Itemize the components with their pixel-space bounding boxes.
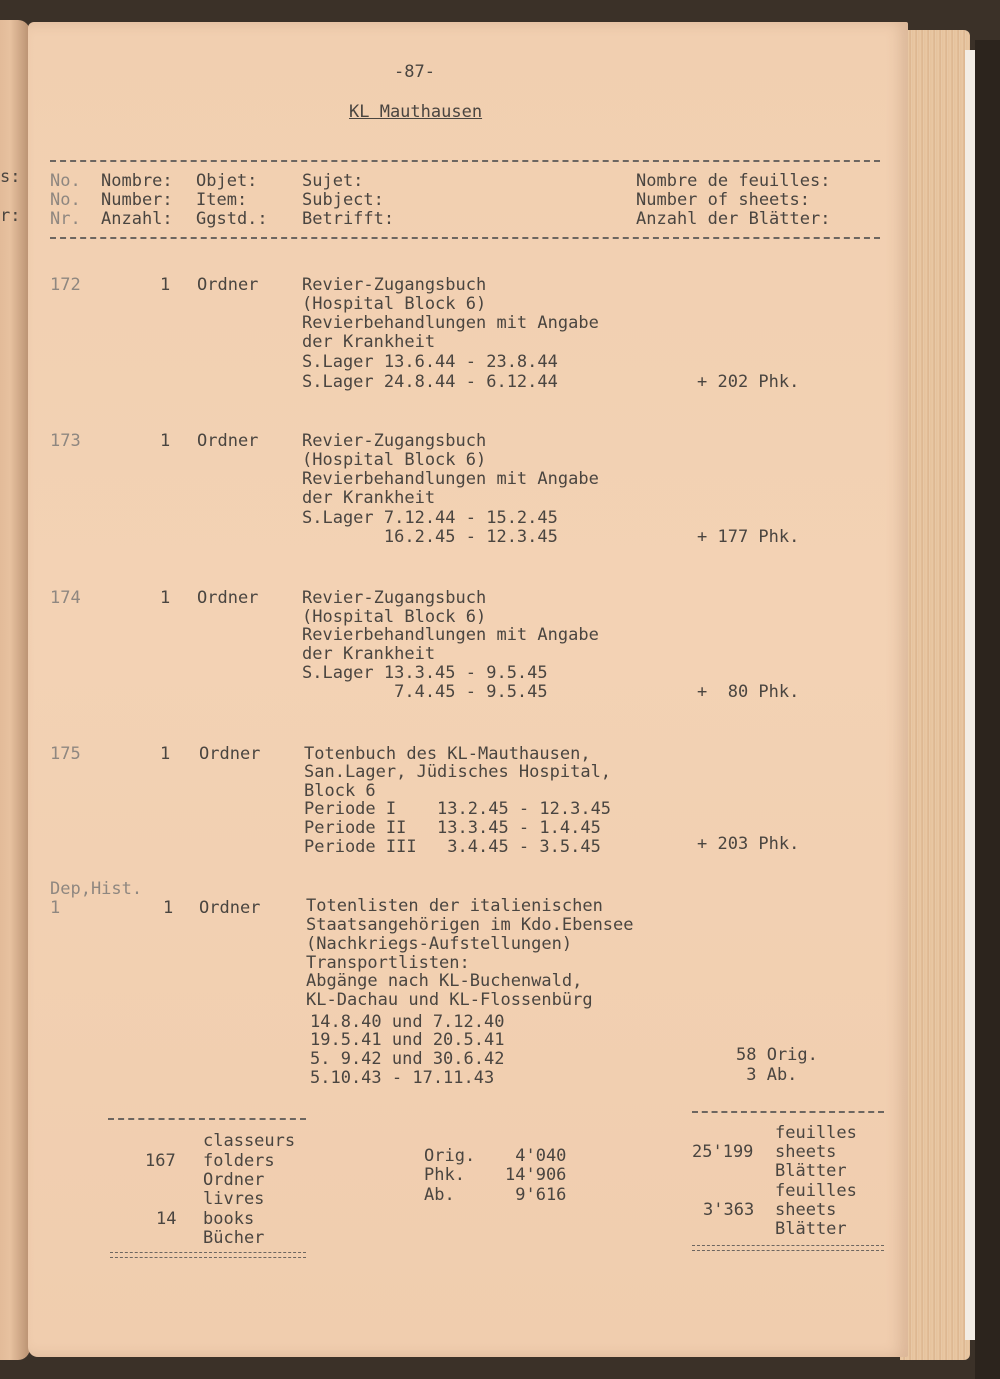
header-sheets-de: Anzahl der Blätter: [636, 209, 831, 229]
entry-subject-line: Periode II 13.3.45 - 1.4.45 [304, 818, 601, 838]
entry-item: Ordner [197, 588, 259, 608]
header-rule-top [50, 160, 880, 162]
totals-rule-right [692, 1111, 884, 1113]
entry-subject-line: Staatsangehörigen im Kdo.Ebensee [306, 915, 634, 935]
header-item-fr: Objet: [196, 171, 258, 191]
entry-number: 174 [50, 588, 81, 608]
entry-subject-line: Periode III 3.4.45 - 3.5.45 [304, 837, 601, 857]
breakdown-value: 9'616 [505, 1185, 567, 1205]
header-no-fr: No. [50, 171, 81, 191]
stacked-page-edges [900, 30, 970, 1360]
entry-sheets: 3 Ab. [736, 1065, 798, 1085]
entry-subject-line: Block 6 [304, 781, 376, 801]
entry-sheets: + 80 Phk. [697, 682, 800, 702]
entry-subject-line: der Krankheit [302, 332, 436, 352]
header-count-de: Anzahl: [101, 209, 173, 229]
entry-subject-line: 19.5.41 und 20.5.41 [310, 1030, 505, 1050]
totals-double-rule-right [692, 1245, 884, 1251]
entry-subject-line: S.Lager 7.12.44 - 15.2.45 [302, 508, 558, 528]
entry-subject-line: Revierbehandlungen mit Angabe [302, 469, 599, 489]
entry-subject-line: Abgänge nach KL-Buchenwald, [306, 971, 583, 991]
header-sheets-fr: Nombre de feuilles: [636, 171, 831, 191]
entry-subject-line: KL-Dachau und KL-Flossenbürg [306, 990, 593, 1010]
entry-subject-line: Revier-Zugangsbuch [302, 431, 487, 451]
book-label: Bücher [203, 1228, 265, 1248]
entry-subject-line: 7.4.45 - 9.5.45 [302, 682, 548, 702]
entry-subject-line: Revier-Zugangsbuch [302, 275, 487, 295]
book-fore-edge [965, 50, 975, 1340]
entry-subject-line: 14.8.40 und 7.12.40 [310, 1012, 505, 1032]
entry-subject-line: (Nachkriegs-Aufstellungen) [306, 934, 573, 954]
entry-subject-line: Revierbehandlungen mit Angabe [302, 625, 599, 645]
breakdown-label: Phk. [424, 1165, 465, 1185]
header-sheets-en: Number of sheets: [636, 190, 810, 210]
entry-item: Ordner [199, 898, 261, 918]
entry-count: 1 [163, 898, 174, 918]
entry-subject-line: Periode I 13.2.45 - 12.3.45 [304, 799, 612, 819]
entry-subject-line: Revierbehandlungen mit Angabe [302, 313, 599, 333]
header-no-de: Nr. [50, 209, 81, 229]
entry-number: 1 [50, 898, 61, 918]
sheet-label: sheets [775, 1142, 837, 1162]
header-item-de: Ggstd.: [196, 209, 268, 229]
sheet-label: Blätter [775, 1219, 847, 1239]
header-no-en: No. [50, 190, 81, 210]
folder-label: folders [203, 1151, 275, 1171]
entry-number-prefix: Dep,Hist. [50, 879, 143, 899]
sheet-label: feuilles [775, 1123, 857, 1143]
book-count: 14 [156, 1209, 177, 1229]
entry-number: 173 [50, 431, 81, 451]
header-count-fr: Nombre: [101, 171, 173, 191]
margin-mark: r: [0, 206, 21, 226]
folder-label: Ordner [203, 1170, 265, 1190]
header-subject-en: Subject: [302, 190, 384, 210]
entry-subject-line: Transportlisten: [306, 953, 470, 973]
header-subject-de: Betrifft: [302, 209, 395, 229]
entry-sheets: + 202 Phk. [697, 372, 800, 392]
breakdown-value: 4'040 [505, 1146, 567, 1166]
sheets-total: 25'199 [692, 1142, 754, 1162]
page-number: -87- [394, 62, 435, 82]
entry-sheets: 58 Orig. [736, 1045, 818, 1065]
entry-subject-line: S.Lager 13.6.44 - 23.8.44 [302, 352, 558, 372]
entry-item: Ordner [197, 431, 259, 451]
entry-subject-line: S.Lager 24.8.44 - 6.12.44 [302, 372, 558, 392]
sheets-total: 3'363 [703, 1200, 755, 1220]
book-label: livres [203, 1189, 265, 1209]
entry-sheets: + 177 Phk. [697, 527, 800, 547]
entry-subject-line: (Hospital Block 6) [302, 294, 487, 314]
breakdown-label: Ab. [424, 1185, 455, 1205]
entry-subject-line: der Krankheit [302, 644, 436, 664]
header-rule-bottom [50, 237, 880, 239]
breakdown-value: 14'906 [505, 1165, 567, 1185]
book-shadow [975, 40, 1000, 1379]
entry-number: 172 [50, 275, 81, 295]
entry-subject-line: 16.2.45 - 12.3.45 [302, 527, 558, 547]
entry-subject-line: San.Lager, Jüdisches Hospital, [304, 762, 612, 782]
entry-subject-line: S.Lager 13.3.45 - 9.5.45 [302, 663, 548, 683]
book-label: books [203, 1209, 255, 1229]
entry-number: 175 [50, 744, 81, 764]
document-title: KL Mauthausen [349, 102, 483, 122]
entry-subject-line: Totenbuch des KL-Mauthausen, [304, 744, 591, 764]
entry-count: 1 [160, 275, 171, 295]
entry-sheets: + 203 Phk. [697, 834, 800, 854]
header-item-en: Item: [196, 190, 248, 210]
header-count-en: Number: [101, 190, 173, 210]
header-subject-fr: Sujet: [302, 171, 364, 191]
folder-label: classeurs [203, 1131, 296, 1151]
entry-count: 1 [160, 744, 171, 764]
totals-rule-left [108, 1118, 306, 1120]
entry-item: Ordner [197, 275, 259, 295]
folder-count: 167 [145, 1151, 176, 1171]
entry-subject-line: Revier-Zugangsbuch [302, 588, 487, 608]
entry-count: 1 [160, 588, 171, 608]
entry-item: Ordner [199, 744, 261, 764]
entry-subject-line: (Hospital Block 6) [302, 450, 487, 470]
entry-count: 1 [160, 431, 171, 451]
entry-subject-line: Totenlisten der italienischen [306, 896, 603, 916]
sheet-label: feuilles [775, 1181, 857, 1201]
entry-subject-line: (Hospital Block 6) [302, 607, 487, 627]
sheet-label: Blätter [775, 1161, 847, 1181]
totals-double-rule-left [110, 1252, 306, 1258]
entry-subject-line: der Krankheit [302, 488, 436, 508]
sheet-label: sheets [775, 1200, 837, 1220]
margin-mark: s: [0, 167, 21, 187]
entry-subject-line: 5. 9.42 und 30.6.42 [310, 1049, 505, 1069]
entry-subject-line: 5.10.43 - 17.11.43 [310, 1068, 495, 1088]
breakdown-label: Orig. [424, 1146, 476, 1166]
